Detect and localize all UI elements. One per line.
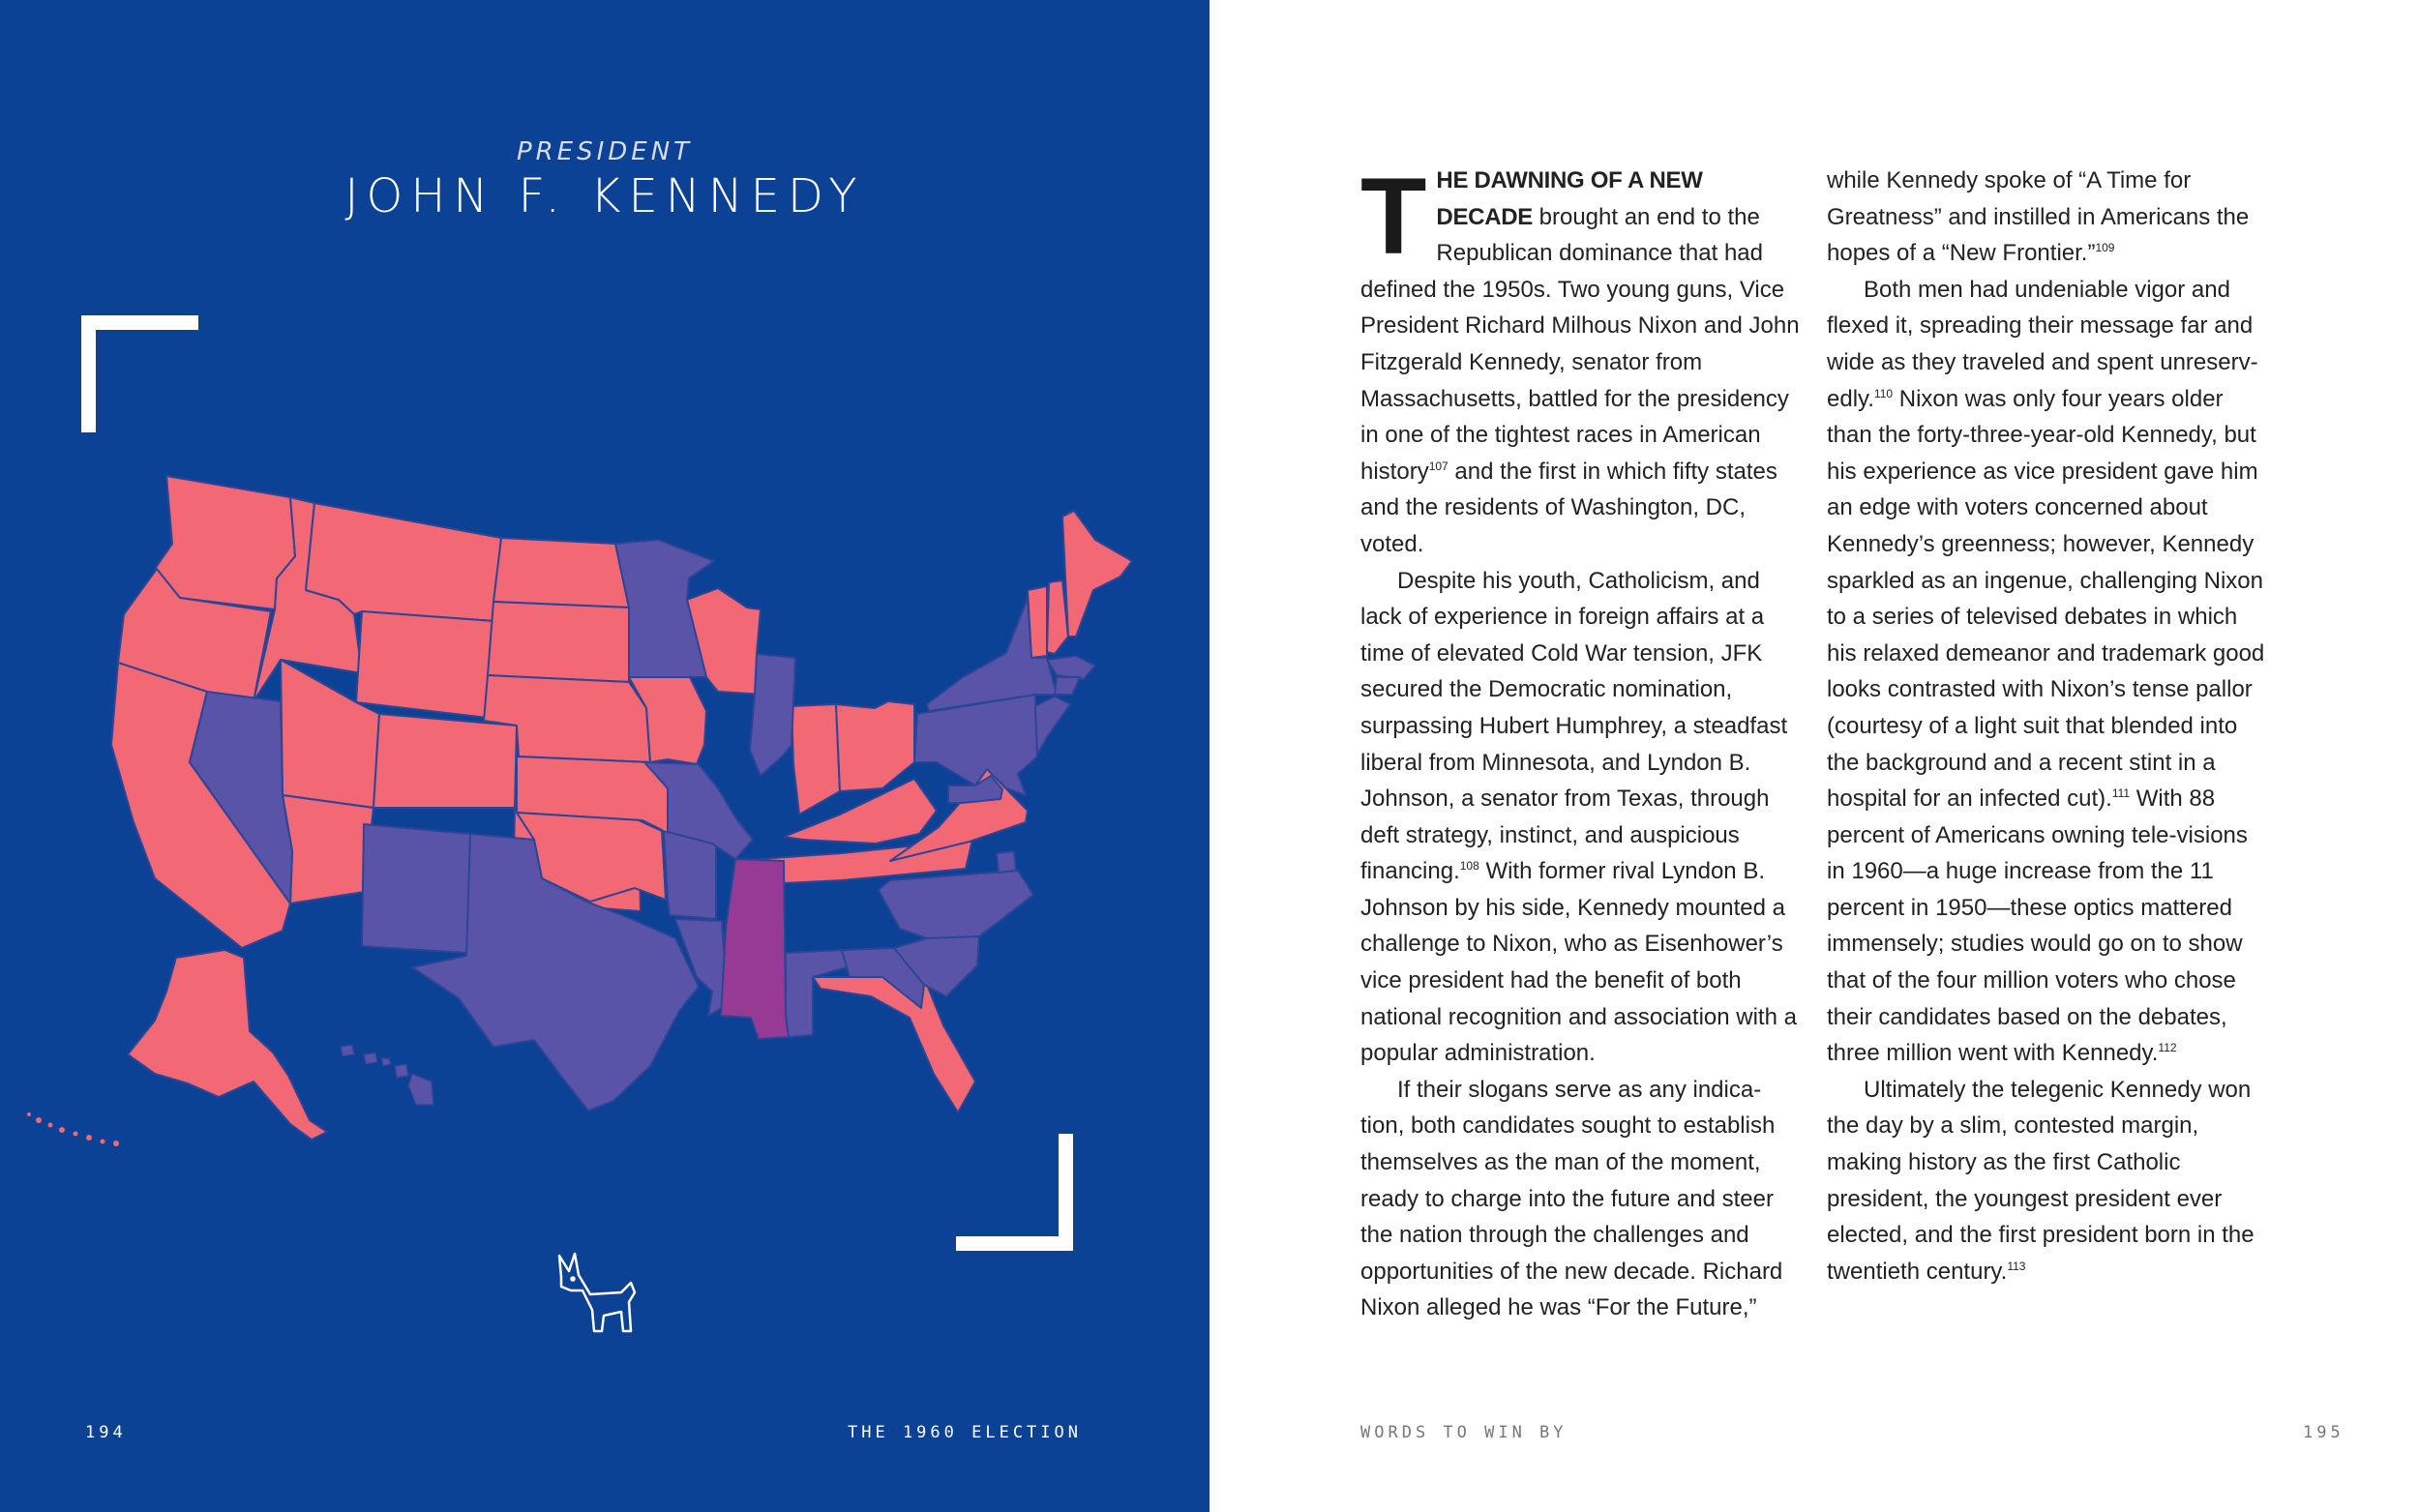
drop-cap: T [1360, 156, 1427, 277]
paragraph-3-continued: while Kennedy spoke of “A Time for Greatness” and instilled in Americans the hopes of a “New Frontier.”$^{109}$ [1827, 167, 2250, 267]
footnote-ref: 109 [2095, 241, 2115, 255]
footnote-ref: 111 [2111, 786, 2131, 801]
right-page [1210, 0, 2419, 1512]
footnote-ref: 113 [2007, 1259, 2026, 1273]
unpledged-states [721, 859, 789, 1039]
page-number-right: 195 [2303, 1423, 2344, 1442]
hawaii-islands [341, 1045, 433, 1105]
us-electoral-map [0, 455, 1210, 1190]
page-title: JOHN F. KENNEDY [344, 169, 865, 223]
paragraph-3: If their slogans serve as any indica-tion, both candidates sought to establish themselves as the man of the moment, ready to charge into the future and steer the nation through the challenges and opportunities of the new decade. Richard Nixon alleged he was “For the Future,” [1360, 1076, 1783, 1321]
title-kicker: PRESIDENT [516, 137, 694, 166]
text-column-1 [1360, 156, 1802, 1326]
paragraph-1: THE DAWNING OF A NEW DECADE brought an end to the Republican dominance that had defined the 1950s. Two young guns, Vice President Richard Milhous Nixon and John Fitzgerald Kennedy, senator from Massachusetts, battled for the presidency in one of the tightest races in American history$^{107}$ and the first in which fifty states and the residents of Washington, DC, voted. [1360, 156, 1800, 557]
corner-bracket-top-left [81, 315, 198, 432]
paragraph-5: Ultimately the telegenic Kennedy won the day by a slim, contested margin, making history as the first Catholic president, the youngest president ever elected, and the first president born in the twentieth century.$^{113}$ [1827, 1076, 2255, 1285]
paragraph-4: Both men had undeniable vigor and flexed it, spreading their message far and wide as they traveled and spent unreserv-edly.$^{110}$ Nixon was only four years older than the forty-three-year-old Kennedy, but his experience as vice president gave him an edge with voters concerned about Kennedy’s greenness; however, Kennedy sparkled as an ingenue, challenging Nixon to a series of televised debates in which his relaxed demeanor and trademark good looks contrasted with Nixon’s tense pallor (courtesy of a light suit that blended into the background and a recent stint in a hospital for an infected cut).$^{111}$ With 88 percent of Americans owning tele-visions in 1960—a huge increase from the 11 percent in 1950—these optics mattered immensely; studies would go on to show that of the four million voters who chose their candidates based on the debates, three million went with Kennedy.$^{112}$ [1827, 276, 2265, 1067]
aleutian-islands [27, 1112, 119, 1146]
paragraph-2: Despite his youth, Catholicism, and lack of experience in foreign affairs at a time of elevated Cold War tension, JFK secured the Democratic nomination, surpassing Hubert Humphrey, a steadfast liberal from Minnesota, and Lyndon B. Johnson, a senator from Texas, through deft strategy, instinct, and auspicious financing.$^{108}$ With former rival Lyndon B. Johnson by his side, Kennedy mounted a challenge to Nixon, who as Eisenhower’s vice president had the benefit of both national recognition and association with a popular administration. [1360, 567, 1797, 1067]
democrat-donkey-icon [553, 1248, 644, 1337]
page-number-left: 194 [85, 1423, 127, 1442]
footnote-ref: 110 [1873, 386, 1894, 400]
footnote-ref: 112 [2158, 1041, 2177, 1055]
footnote-ref: 107 [1428, 459, 1448, 473]
footnote-ref: 108 [1459, 859, 1479, 874]
text-column-2 [1827, 163, 2268, 1290]
running-head-right: WORDS TO WIN BY [1360, 1423, 1568, 1442]
lead-in: HE DAWNING OF A NEW DECADE [1436, 167, 1703, 230]
running-head-left: THE 1960 ELECTION [848, 1423, 1082, 1442]
